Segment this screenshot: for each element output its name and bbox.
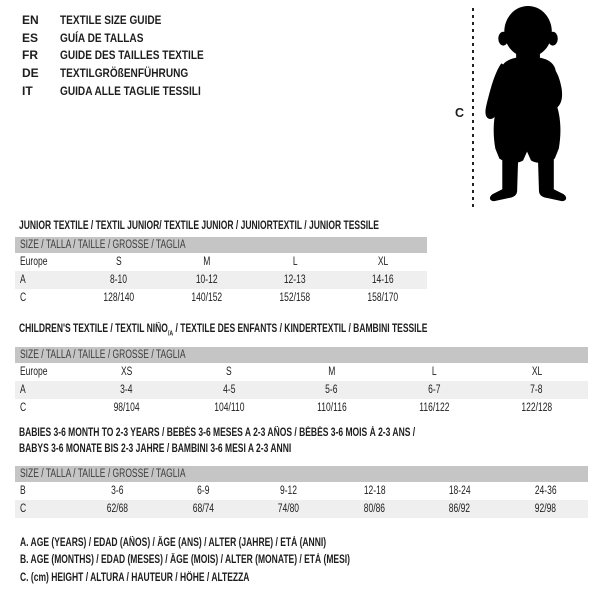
size-cell: S: [226, 366, 232, 378]
height-cell: 158/170: [367, 292, 399, 304]
height-cell: 152/158: [279, 292, 311, 304]
age-cell: 12-18: [363, 485, 386, 497]
language-code: DE: [22, 65, 39, 80]
language-row-fr: [22, 46, 231, 64]
legend: [20, 534, 466, 587]
height-cell: 74/80: [278, 503, 300, 515]
table-row-height: [15, 399, 588, 417]
age-cell: 3-6: [111, 485, 124, 497]
age-cell: 3-4: [120, 384, 133, 396]
language-row-de: [22, 64, 231, 82]
age-cell: 4-5: [222, 384, 236, 396]
language-code: FR: [22, 48, 38, 63]
age-cell: 8-10: [110, 274, 128, 286]
age-cell: 6-7: [427, 384, 441, 396]
table-row-europe: [15, 253, 427, 271]
language-code: ES: [22, 30, 39, 45]
size-header-band: [15, 347, 588, 363]
height-cell: 128/140: [103, 292, 135, 304]
height-cell: 68/74: [192, 503, 214, 515]
size-cell: L: [292, 256, 298, 268]
language-row-es: [22, 29, 231, 47]
size-header-band: [15, 237, 427, 253]
title-subscript: /A: [167, 329, 174, 338]
row-label: B: [20, 485, 26, 497]
figure-area: [450, 0, 600, 220]
row-label: A: [20, 274, 26, 286]
table-row-europe: [15, 363, 588, 381]
row-label: C: [20, 402, 27, 414]
age-cell: 6-9: [197, 485, 210, 497]
language-row-en: [22, 11, 231, 29]
row-label: Europe: [20, 366, 48, 378]
height-cell: 86/92: [449, 503, 471, 515]
language-label: TEXTILGRÖßENFÜHRUNG: [60, 65, 189, 80]
language-row-it: [22, 82, 231, 100]
row-label: A: [20, 384, 26, 396]
age-cell: 14-16: [372, 274, 394, 286]
babies-table-title: BABIES 3-6 MONTH TO 2-3 YEARS / BEBÉS 3-6 MESES A 2-3 AÑOS / BÉBÉS 3-6 MOIS À 2-3 ANS / BABYS 3-6 MONATE BIS 2-3 JAHRE / BAMBINI 3-6 MESI A 2-3 ANNI: [19, 427, 416, 455]
size-header-text: SIZE / TALLA / TAILLE / GRÖSSE / TAGLIA: [20, 468, 186, 480]
language-code: IT: [22, 83, 33, 98]
size-cell: XL: [377, 256, 389, 268]
age-cell: 7-8: [530, 384, 543, 396]
table-row-height: [15, 289, 427, 307]
height-cell: 122/128: [521, 402, 553, 414]
table-row-age: [15, 381, 588, 399]
size-cell: M: [327, 366, 336, 378]
children-size-table: [15, 347, 588, 417]
size-header-text: SIZE / TALLA / TAILLE / GRÖSSE / TAGLIA: [20, 239, 186, 251]
language-label: TEXTILE SIZE GUIDE: [60, 12, 162, 27]
row-label: Europe: [20, 256, 48, 268]
table-row-age: [15, 271, 427, 289]
age-cell: 9-12: [280, 485, 298, 497]
age-cell: 18-24: [448, 485, 471, 497]
table-row-age-months: [15, 482, 588, 500]
age-cell: 12-13: [284, 274, 306, 286]
size-cell: M: [203, 256, 211, 268]
junior-size-table: [15, 237, 427, 307]
age-cell: 24-36: [534, 485, 557, 497]
height-marker-label: C: [455, 106, 465, 120]
age-cell: 10-12: [196, 274, 218, 286]
size-header-text: SIZE / TALLA / TAILLE / GRÖSSE / TAGLIA: [20, 349, 186, 361]
children-table-title: CHILDREN'S TEXTILE / TEXTIL $NIÑO_{/A}$ / TEXTILE DES ENFANTS / KINDERTEXTIL / BAMBINI TESSILE: [19, 323, 428, 338]
height-cell: 80/86: [363, 503, 385, 515]
row-label: C: [20, 503, 27, 515]
height-cell: 110/116: [316, 402, 347, 414]
babies-size-table: [15, 466, 588, 518]
language-label: GUÍA DE TALLAS: [60, 30, 144, 45]
height-cell: 62/68: [107, 503, 129, 515]
legend-line-age-years: A. AGE (YEARS) / EDAD (AÑOS) / ÂGE (ANS) / ALTER (JAHRE) / ETÀ (ANNI): [20, 536, 327, 549]
language-label: GUIDE DES TAILLES TEXTILE: [60, 48, 204, 63]
size-cell: XL: [531, 366, 542, 378]
height-cell: 116/122: [419, 402, 450, 414]
height-cell: 140/152: [191, 292, 223, 304]
language-code: EN: [22, 12, 39, 27]
table-row-height: [15, 500, 588, 518]
baby-silhouette-image: [468, 2, 598, 215]
language-label: GUIDA ALLE TAGLIE TESSILI: [60, 83, 201, 98]
height-cell: 98/104: [113, 402, 140, 414]
height-cell: 104/110: [213, 402, 244, 414]
junior-table-title: JUNIOR TEXTILE / TEXTIL JUNIOR/ TEXTILE JUNIOR / JUNIORTEXTIL / JUNIOR TESSILE: [19, 220, 379, 232]
height-cell: 92/98: [534, 503, 556, 515]
size-cell: L: [431, 366, 437, 378]
age-cell: 5-6: [325, 384, 338, 396]
size-header-band: [15, 466, 588, 482]
legend-line-height: C. (cm) HEIGHT / ALTURA / HAUTEUR / HÖHE / ALTEZZA: [20, 571, 250, 584]
row-label: C: [20, 292, 27, 304]
size-cell: XS: [120, 366, 132, 378]
legend-line-age-months: B. AGE (MONTHS) / EDAD (MESES) / ÂGE (MOIS) / ALTER (MONATE) / ETÀ (MESI): [20, 554, 350, 567]
language-guide-list: [22, 11, 231, 99]
size-cell: S: [116, 256, 122, 268]
